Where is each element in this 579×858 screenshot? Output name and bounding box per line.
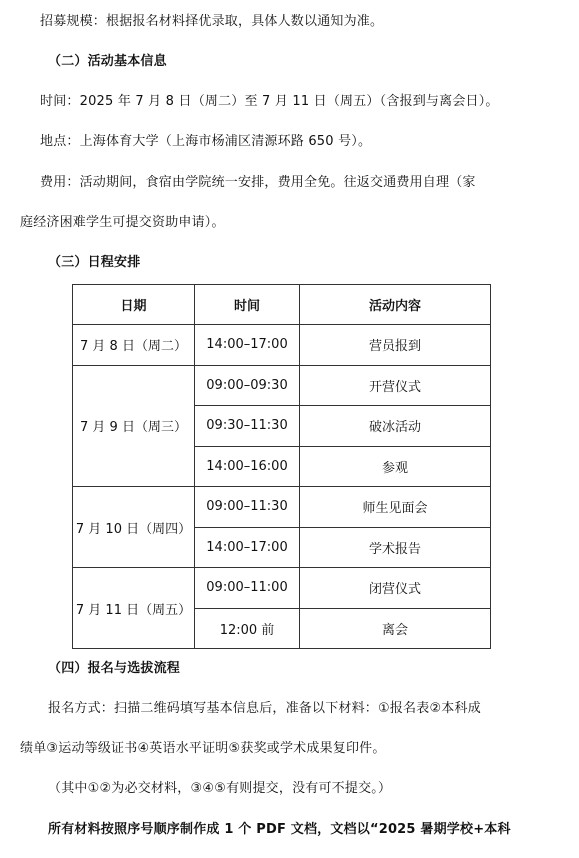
time-cell: 14:00–16:00 bbox=[195, 446, 300, 487]
activity-cell: 开营仪式 bbox=[300, 365, 491, 406]
header-activity: 活动内容 bbox=[300, 285, 491, 325]
final-instruction-text: 所有材料按照序号顺序制作成 1 个 PDF 文档，文档以“2025 暑期学校+本科 bbox=[48, 822, 511, 837]
section-4-heading: （四）报名与选拔流程 bbox=[48, 661, 181, 676]
section-3-heading: （三）日程安排 bbox=[48, 255, 141, 270]
place-text: 地点：上海体育大学（上海市杨浦区清源环路 650 号）。 bbox=[40, 134, 372, 149]
table-row bbox=[73, 568, 491, 609]
apply-text-line-2: 绩单③运动等级证书④英语水平证明⑤获奖或学术成果复印件。 bbox=[20, 741, 386, 756]
time-cell: 12:00 前 bbox=[195, 608, 300, 649]
activity-cell: 营员报到 bbox=[300, 325, 491, 366]
time-cell: 14:00–17:00 bbox=[195, 325, 300, 366]
recruitment-scale-text: 招募规模：根据报名材料择优录取，具体人数以通知为准。 bbox=[40, 14, 384, 29]
date-cell: 7 月 8 日（周二） bbox=[73, 325, 195, 366]
date-cell: 7 月 11 日（周五） bbox=[73, 568, 195, 649]
table-row bbox=[73, 487, 491, 528]
date-cell: 7 月 9 日（周三） bbox=[73, 365, 195, 487]
activity-cell: 参观 bbox=[300, 446, 491, 487]
table-header-row bbox=[73, 285, 491, 325]
activity-cell: 破冰活动 bbox=[300, 406, 491, 447]
activity-cell: 师生见面会 bbox=[300, 487, 491, 528]
time-cell: 09:00–09:30 bbox=[195, 365, 300, 406]
section-2-heading: （二）活动基本信息 bbox=[48, 54, 167, 69]
fee-text-line-2: 庭经济困难学生可提交资助申请）。 bbox=[20, 215, 225, 230]
time-text: 时间：2025 年 7 月 8 日（周二）至 7 月 11 日（周五）（含报到与离会日）。 bbox=[40, 94, 499, 109]
date-cell: 7 月 10 日（周四） bbox=[73, 487, 195, 568]
fee-text-line-1: 费用：活动期间，食宿由学院统一安排，费用全免。往返交通费用自理（家 bbox=[40, 175, 476, 190]
time-cell: 14:00–17:00 bbox=[195, 527, 300, 568]
time-cell: 09:30–11:30 bbox=[195, 406, 300, 447]
time-cell: 09:00–11:30 bbox=[195, 487, 300, 528]
apply-text-line-1: 报名方式：扫描二维码填写基本信息后，准备以下材料：①报名表②本科成 bbox=[48, 701, 481, 716]
header-date: 日期 bbox=[73, 285, 195, 325]
note-text: （其中①②为必交材料，③④⑤有则提交，没有可不提交。） bbox=[48, 781, 392, 796]
schedule-table bbox=[72, 284, 491, 649]
activity-cell: 学术报告 bbox=[300, 527, 491, 568]
header-time: 时间 bbox=[195, 285, 300, 325]
table-row bbox=[73, 365, 491, 406]
activity-cell: 闭营仪式 bbox=[300, 568, 491, 609]
time-cell: 09:00–11:00 bbox=[195, 568, 300, 609]
table-row bbox=[73, 325, 491, 366]
activity-cell: 离会 bbox=[300, 608, 491, 649]
